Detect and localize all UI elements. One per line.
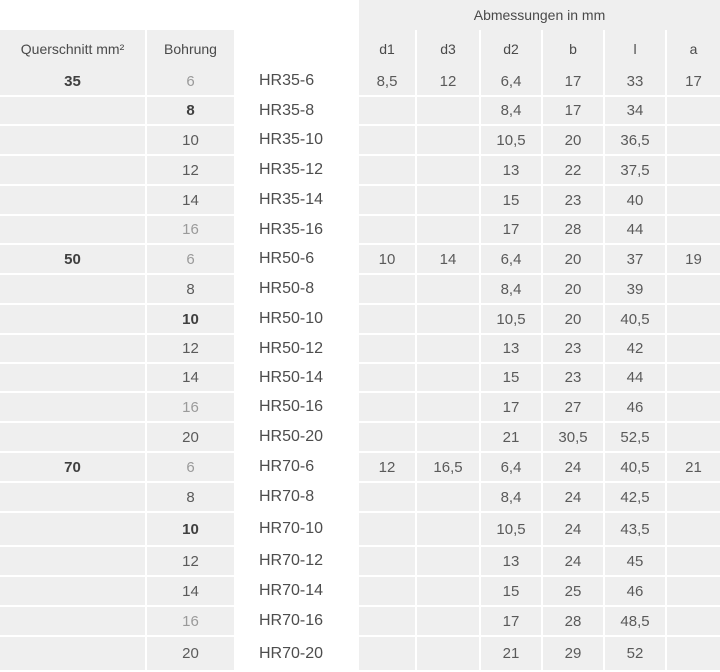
cell-b: 23 [543, 186, 603, 214]
cell-a [667, 186, 720, 214]
cell-q [0, 513, 145, 545]
cell-q: 70 [0, 453, 145, 481]
cell-d2: 17 [481, 607, 541, 635]
cell-q [0, 364, 145, 391]
cell-d1 [359, 393, 415, 421]
cell-bohr: 14 [147, 186, 234, 214]
cell-q [0, 275, 145, 303]
cell-a [667, 547, 720, 575]
cell-d1: 12 [359, 453, 415, 481]
cell-a [667, 483, 720, 511]
cell-a [667, 305, 720, 333]
cell-model: HR35-8 [259, 101, 315, 119]
cell-q: 35 [0, 67, 145, 95]
cell-model: HR50-10 [259, 310, 324, 327]
cell-b: 24 [543, 513, 603, 545]
cell-d1 [359, 97, 415, 124]
cell-d1: 10 [359, 245, 415, 273]
cell-d2: 8,4 [481, 97, 541, 124]
cell-b: 29 [543, 637, 603, 670]
cell-model: HR50-16 [259, 398, 324, 415]
cell-q: 50 [0, 245, 145, 273]
cell-d2: 6,4 [481, 67, 541, 95]
cell-b: 22 [543, 156, 603, 184]
cell-q [0, 305, 145, 333]
cell-bohr: 8 [147, 97, 234, 124]
cell-l: 42 [605, 335, 665, 362]
cell-d2: 13 [481, 335, 541, 362]
cell-l: 34 [605, 97, 665, 124]
cell-bohr: 10 [147, 126, 234, 154]
cell-l: 46 [605, 393, 665, 421]
cell-b: 17 [543, 97, 603, 124]
cell-a [667, 156, 720, 184]
cell-a [667, 364, 720, 391]
cell-model: HR70-12 [259, 552, 324, 569]
cell-model: HR35-16 [259, 220, 324, 238]
cell-d2: 17 [481, 216, 541, 243]
cell-b: 25 [543, 577, 603, 605]
cell-d3 [417, 423, 479, 451]
cell-bohr: 20 [147, 637, 234, 670]
cell-model: HR35-6 [259, 72, 315, 89]
cell-model: HR35-12 [259, 161, 324, 178]
cell-d2: 10,5 [481, 305, 541, 333]
cell-d2: 6,4 [481, 245, 541, 273]
cell-a [667, 275, 720, 303]
col-header-d2: d2 [481, 30, 541, 67]
cell-l: 44 [605, 364, 665, 391]
col-header-d1: d1 [359, 30, 415, 67]
cell-d3 [417, 483, 479, 511]
cell-a [667, 607, 720, 635]
cell-d3: 16,5 [417, 453, 479, 481]
cell-b: 20 [543, 305, 603, 333]
cell-bohr: 8 [147, 483, 234, 511]
cell-d2: 8,4 [481, 483, 541, 511]
cell-d3 [417, 393, 479, 421]
cell-a [667, 423, 720, 451]
cell-model: HR70-20 [259, 644, 324, 662]
cell-q [0, 547, 145, 575]
cell-model: HR50-8 [259, 280, 315, 297]
cell-model: HR50-14 [259, 368, 324, 386]
cell-d1: 8,5 [359, 67, 415, 95]
cell-l: 42,5 [605, 483, 665, 511]
cell-d3 [417, 97, 479, 124]
cell-l: 52,5 [605, 423, 665, 451]
cell-d1 [359, 216, 415, 243]
cell-d3 [417, 216, 479, 243]
col-header-a: a [667, 30, 720, 67]
cell-d2: 15 [481, 186, 541, 214]
cell-l: 40,5 [605, 305, 665, 333]
cell-q [0, 97, 145, 124]
cell-bohr: 14 [147, 364, 234, 391]
cell-d2: 21 [481, 423, 541, 451]
cell-d3: 14 [417, 245, 479, 273]
cell-a [667, 513, 720, 545]
cell-d3 [417, 156, 479, 184]
cell-bohr: 12 [147, 156, 234, 184]
cell-d1 [359, 423, 415, 451]
cell-a [667, 126, 720, 154]
cell-d1 [359, 275, 415, 303]
cell-d1 [359, 364, 415, 391]
cell-bohr: 12 [147, 547, 234, 575]
col-header-b: b [543, 30, 603, 67]
cell-d2: 13 [481, 156, 541, 184]
cell-d1 [359, 483, 415, 511]
cell-d3 [417, 513, 479, 545]
cell-l: 39 [605, 275, 665, 303]
col-header-l: l [605, 30, 665, 67]
cell-d1 [359, 305, 415, 333]
cell-bohr: 10 [147, 305, 234, 333]
cell-a [667, 637, 720, 670]
cell-bohr: 10 [147, 513, 234, 545]
cell-bohr: 16 [147, 393, 234, 421]
cell-bohr: 16 [147, 607, 234, 635]
cell-model: HR35-14 [259, 191, 324, 208]
cell-q [0, 393, 145, 421]
cell-b: 20 [543, 126, 603, 154]
cell-d1 [359, 547, 415, 575]
cell-d2: 6,4 [481, 453, 541, 481]
cell-bohr: 6 [147, 453, 234, 481]
cell-model: HR70-16 [259, 612, 324, 629]
cell-q [0, 577, 145, 605]
cell-d3 [417, 126, 479, 154]
cell-a [667, 335, 720, 362]
cell-model: HR35-10 [259, 131, 324, 148]
cell-b: 28 [543, 216, 603, 243]
cell-d2: 8,4 [481, 275, 541, 303]
cell-b: 20 [543, 275, 603, 303]
cell-d1 [359, 577, 415, 605]
cell-model: HR70-6 [259, 458, 315, 475]
cell-l: 36,5 [605, 126, 665, 154]
cell-d1 [359, 637, 415, 670]
cell-d2: 10,5 [481, 513, 541, 545]
cell-a [667, 393, 720, 421]
cell-bohr: 14 [147, 577, 234, 605]
cell-l: 40 [605, 186, 665, 214]
cell-q [0, 483, 145, 511]
cell-b: 24 [543, 547, 603, 575]
cell-a [667, 216, 720, 243]
cell-q [0, 607, 145, 635]
cell-a: 19 [667, 245, 720, 273]
cell-bohr: 6 [147, 67, 234, 95]
cell-d1 [359, 335, 415, 362]
col-header-bohrung: Bohrung [147, 30, 234, 67]
cell-b: 17 [543, 67, 603, 95]
cell-d1 [359, 607, 415, 635]
cell-d2: 13 [481, 547, 541, 575]
cell-b: 24 [543, 483, 603, 511]
cell-d3 [417, 305, 479, 333]
cell-d3 [417, 577, 479, 605]
cell-d3: 12 [417, 67, 479, 95]
cell-a: 17 [667, 67, 720, 95]
cell-d3 [417, 607, 479, 635]
cell-d3 [417, 335, 479, 362]
cell-q [0, 423, 145, 451]
cell-l: 43,5 [605, 513, 665, 545]
cell-q [0, 637, 145, 670]
cell-d2: 21 [481, 637, 541, 670]
cell-b: 28 [543, 607, 603, 635]
cell-a [667, 577, 720, 605]
cell-a [667, 97, 720, 124]
cell-d2: 17 [481, 393, 541, 421]
cell-a: 21 [667, 453, 720, 481]
cell-d3 [417, 275, 479, 303]
cell-d3 [417, 364, 479, 391]
cell-b: 27 [543, 393, 603, 421]
cell-model: HR50-12 [259, 339, 324, 357]
cell-l: 40,5 [605, 453, 665, 481]
cell-b: 23 [543, 335, 603, 362]
cell-model: HR70-14 [259, 582, 324, 599]
cell-l: 44 [605, 216, 665, 243]
cell-bohr: 16 [147, 216, 234, 243]
cell-model: HR70-10 [259, 520, 324, 537]
cell-bohr: 6 [147, 245, 234, 273]
cell-l: 48,5 [605, 607, 665, 635]
cell-b: 20 [543, 245, 603, 273]
cell-b: 23 [543, 364, 603, 391]
cell-l: 45 [605, 547, 665, 575]
cell-b: 30,5 [543, 423, 603, 451]
cell-d1 [359, 513, 415, 545]
cell-q [0, 216, 145, 243]
cell-model: HR50-6 [259, 250, 315, 267]
cell-b: 24 [543, 453, 603, 481]
cell-d2: 15 [481, 577, 541, 605]
cell-q [0, 186, 145, 214]
col-header-querschnitt: Querschnitt mm² [0, 30, 145, 67]
group-header-abmessungen: Abmessungen in mm [359, 0, 720, 30]
cell-q [0, 335, 145, 362]
cell-l: 37 [605, 245, 665, 273]
cell-bohr: 12 [147, 335, 234, 362]
cell-q [0, 156, 145, 184]
cell-l: 33 [605, 67, 665, 95]
cell-d1 [359, 126, 415, 154]
cell-l: 52 [605, 637, 665, 670]
cell-q [0, 126, 145, 154]
cell-d1 [359, 186, 415, 214]
cell-d1 [359, 156, 415, 184]
cell-l: 37,5 [605, 156, 665, 184]
cell-d3 [417, 186, 479, 214]
cell-bohr: 20 [147, 423, 234, 451]
cell-d2: 10,5 [481, 126, 541, 154]
cell-bohr: 8 [147, 275, 234, 303]
cell-model: HR70-8 [259, 488, 315, 505]
cell-l: 46 [605, 577, 665, 605]
cell-d3 [417, 547, 479, 575]
cell-d3 [417, 637, 479, 670]
cell-model: HR50-20 [259, 428, 324, 445]
col-header-d3: d3 [417, 30, 479, 67]
cell-d2: 15 [481, 364, 541, 391]
